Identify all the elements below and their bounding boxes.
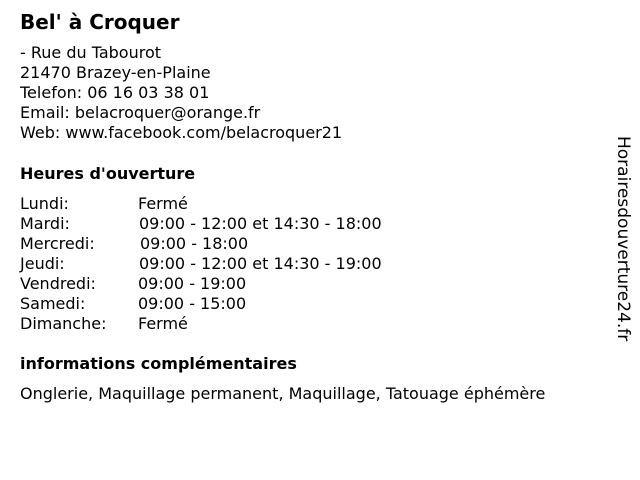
day-hours: 09:00 - 12:00 et 14:30 - 18:00: [139, 214, 382, 233]
day-label: Vendredi:: [20, 274, 96, 293]
day-label: Mardi:: [20, 214, 70, 233]
website-address: Web: www.facebook.com/belacroquer21: [20, 123, 343, 142]
email-address: Email: belacroquer@orange.fr: [20, 103, 261, 122]
day-label: Dimanche:: [20, 314, 107, 333]
additional-info-heading: informations complémentaires: [20, 354, 297, 373]
day-hours: Fermé: [138, 194, 188, 213]
opening-hours-heading: Heures d'ouverture: [20, 164, 196, 183]
watermark-text: Horairesdouverture24.fr: [613, 136, 633, 342]
business-name: Bel' à Croquer: [20, 10, 180, 34]
day-hours: Fermé: [138, 314, 188, 333]
day-label: Jeudi:: [20, 254, 65, 273]
day-hours: 09:00 - 19:00: [138, 274, 247, 293]
day-label: Mercredi:: [20, 234, 95, 253]
site-watermark: [612, 136, 634, 370]
day-hours: 09:00 - 18:00: [140, 234, 249, 253]
day-hours: 09:00 - 15:00: [138, 294, 247, 313]
additional-info-text: Onglerie, Maquillage permanent, Maquillage, Tatouage éphémère: [20, 384, 546, 403]
city-postal: 21470 Brazey-en-Plaine: [20, 63, 211, 82]
day-hours: 09:00 - 12:00 et 14:30 - 19:00: [139, 254, 382, 273]
day-label: Samedi:: [20, 294, 86, 313]
address-block: [20, 43, 342, 143]
street-address: - Rue du Tabourot: [20, 43, 162, 62]
day-label: Lundi:: [20, 194, 69, 213]
phone-number: Telefon: 06 16 03 38 01: [20, 83, 210, 102]
